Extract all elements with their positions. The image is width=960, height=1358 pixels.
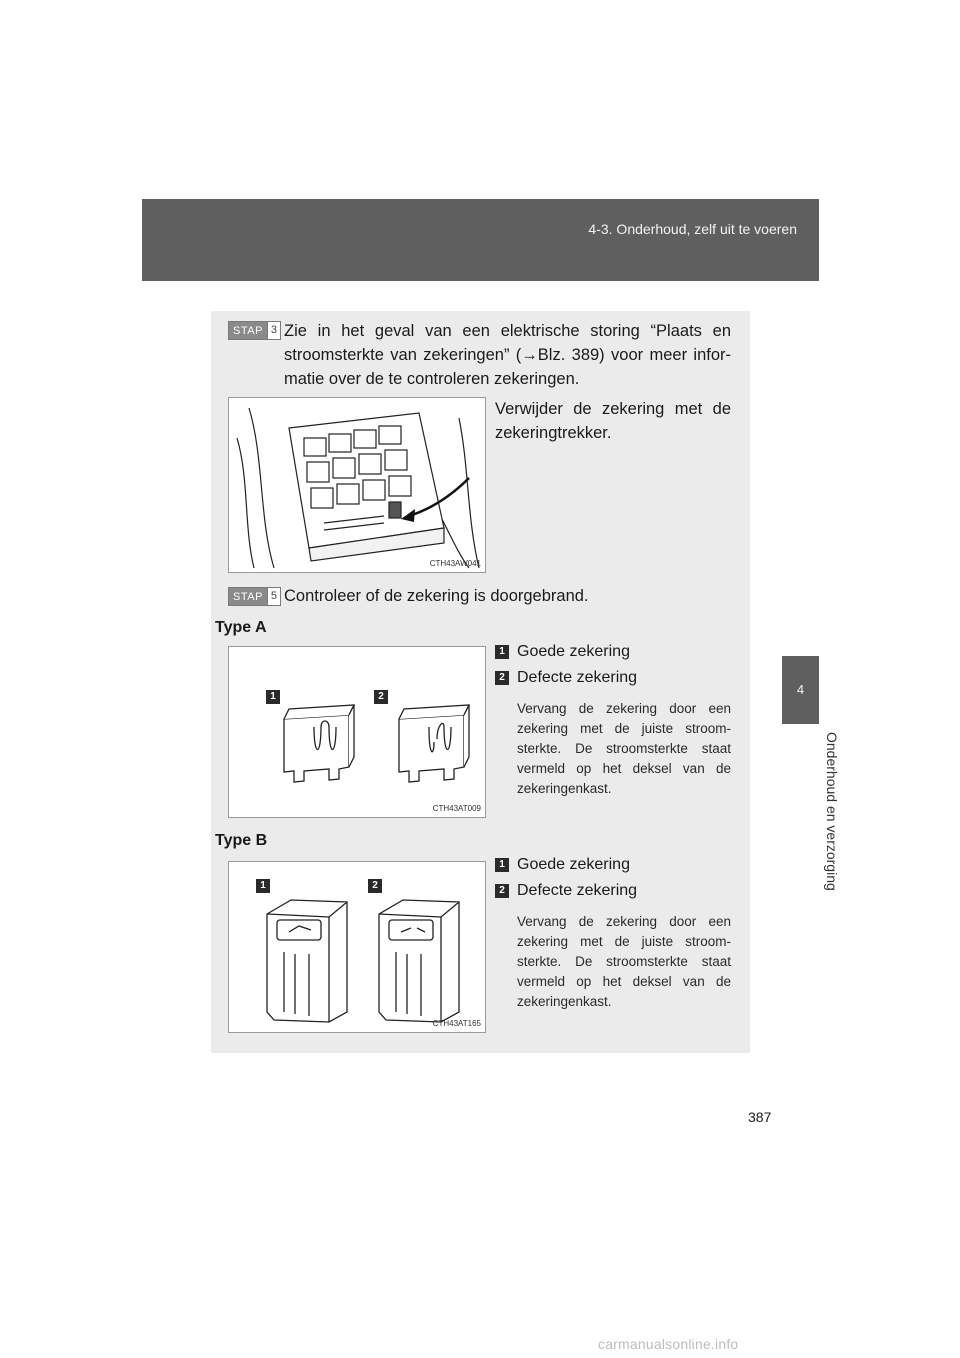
fusebox-figure bbox=[228, 397, 486, 573]
type-a-callout-1: 1 bbox=[266, 690, 280, 704]
type-b-figure bbox=[228, 861, 486, 1033]
chapter-tab[interactable]: 4 bbox=[782, 656, 819, 724]
fusebox-illustration bbox=[229, 398, 485, 572]
type-b-heading: Type B bbox=[215, 832, 268, 849]
page-number: 387 bbox=[748, 1109, 772, 1125]
chapter-side-label: Onderhoud en verzorging bbox=[824, 732, 840, 891]
step-3-text: Zie in het geval van een elektrische storing “Plaats en stroomsterkte van zekeringen” (→Blz. 389) voor meer infor-matie over de te controleren zekeringen. bbox=[284, 322, 731, 388]
chapter-header bbox=[142, 199, 819, 281]
type-b-callout-2: 2 bbox=[368, 879, 382, 893]
content-box bbox=[211, 311, 750, 1053]
type-a-heading: Type A bbox=[215, 619, 267, 636]
type-a-fuses-illustration bbox=[229, 647, 485, 817]
type-a-callout-2: 2 bbox=[374, 690, 388, 704]
step-5-badge: STAP 5 bbox=[228, 587, 281, 606]
type-b-figure-code: CTH43AT165 bbox=[432, 1019, 481, 1028]
type-b-note: Vervang de zekering door een zekering met de juiste stroom-sterkte. De stroomsterkte staat vermeld op het deksel van de zekeringenkast. bbox=[517, 914, 731, 1009]
type-a-figure-code: CTH43AT009 bbox=[432, 804, 481, 813]
type-b-callout-1: 1 bbox=[256, 879, 270, 893]
type-a-note: Vervang de zekering door een zekering met de juiste stroom-sterkte. De stroomsterkte staat vermeld op het deksel van de zekeringenkast. bbox=[517, 701, 731, 796]
type-a-figure bbox=[228, 646, 486, 818]
watermark: carmanualsonline.info bbox=[598, 1336, 739, 1352]
type-b-legend-1: 1 Goede zekering bbox=[495, 854, 630, 876]
type-a-legend-2: 2 Defecte zekering bbox=[495, 667, 637, 689]
step-3-badge: STAP 3 bbox=[228, 321, 281, 340]
chapter-title: 4-3. Onderhoud, zelf uit te voeren bbox=[588, 221, 797, 237]
fusebox-figure-code: CTH43AW041 bbox=[429, 559, 481, 568]
type-a-legend-1: 1 Goede zekering bbox=[495, 641, 630, 663]
step-5-text: Controleer of de zekering is doorgebrand. bbox=[284, 587, 589, 605]
type-b-legend-2: 2 Defecte zekering bbox=[495, 880, 637, 902]
step-4-text: Verwijder de zekering met de zekeringtrekker. bbox=[495, 400, 731, 442]
